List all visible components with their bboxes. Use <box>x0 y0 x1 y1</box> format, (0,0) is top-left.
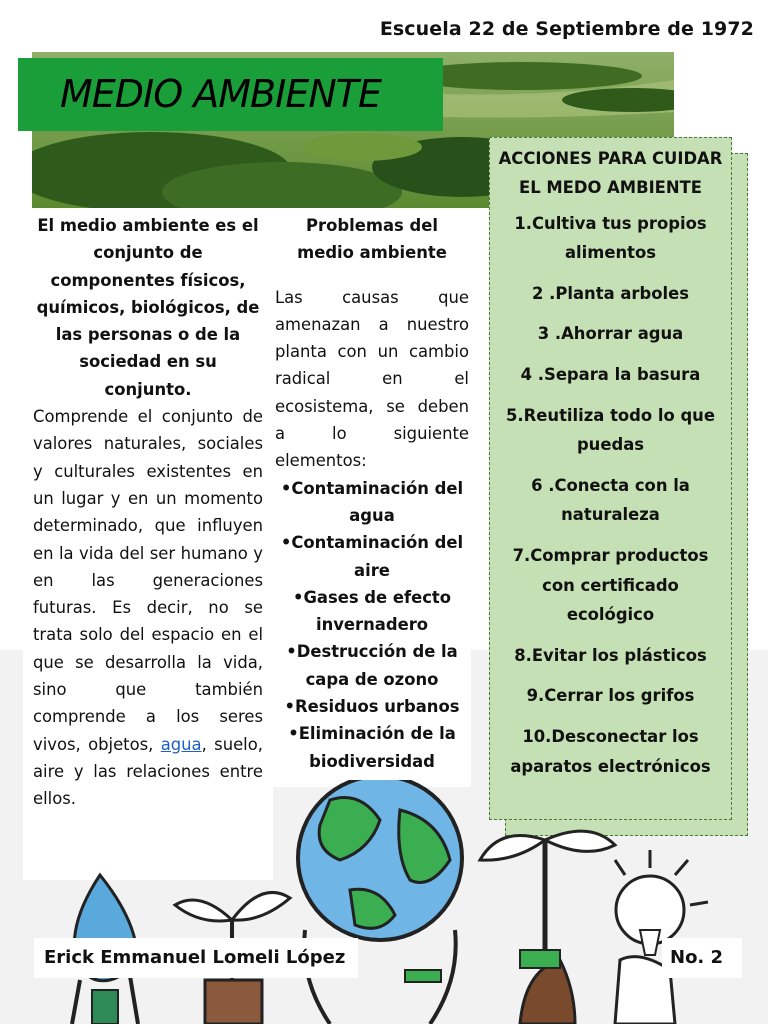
action-item: 4 .Separa la basura <box>520 365 701 385</box>
page-title: MEDIO AMBIENTE <box>60 72 381 116</box>
problem-item: •Residuos urbanos <box>284 697 460 717</box>
intro-body-end: , suelo, aire y las relaciones entre ellos. <box>33 734 263 809</box>
action-item: 7.Comprar productos con certificado ecológico <box>512 546 709 624</box>
action-item: 5.Reutiliza todo lo que puedas <box>506 406 715 455</box>
intro-body <box>33 403 263 812</box>
action-item: 2 .Planta arboles <box>532 283 689 303</box>
problem-item: •Destrucción de la capa de ozono <box>286 642 458 689</box>
windmill-icon <box>480 831 615 1024</box>
title-banner <box>18 58 443 131</box>
problem-item: •Eliminación de la biodiversidad <box>288 724 456 771</box>
author-name: Erick Emmanuel Lomeli López <box>34 938 358 978</box>
problems-list <box>275 475 469 775</box>
problems-column <box>273 209 471 787</box>
problems-intro: Las causas que amenazan a nuestro planta con un cambio radical en el ecosistema, se deben a lo siguiente elementos: <box>275 287 469 471</box>
agua-link[interactable]: agua <box>160 734 202 754</box>
action-item: 8.Evitar los plásticos <box>514 645 707 665</box>
problem-item: •Contaminación del aire <box>280 533 464 580</box>
list-number: No. 2 <box>662 938 742 978</box>
intro-lead: El medio ambiente es el conjunto de componentes físicos, químicos, biológicos, de las personas o de la sociedad en su conjunto. <box>36 216 260 399</box>
problem-item: •Contaminación del agua <box>280 478 464 525</box>
action-item: 6 .Conecta con la naturaleza <box>531 476 690 525</box>
globe-icon <box>298 780 462 1024</box>
action-item: 1.Cultiva tus propios alimentos <box>514 213 707 262</box>
actions-box <box>489 137 732 820</box>
eco-illustration <box>0 780 768 1024</box>
problems-heading: Problemas del medio ambiente <box>297 216 447 263</box>
intro-body-text: Comprende el conjunto de valores naturales, sociales y culturales existentes en un lugar y en un momento determinado, que influyen en la vida del ser humano y en las generaciones futuras. Es decir, no se trata solo del espacio en el que se desarrolla la vida, sino que también comprende a los seres vivos, objetos, <box>33 407 263 754</box>
action-item: 3 .Ahorrar agua <box>537 324 684 344</box>
light-bulb-icon <box>615 850 708 1024</box>
action-item: 10.Desconectar los aparatos electrónicos <box>510 727 711 776</box>
action-item: 9.Cerrar los grifos <box>526 686 695 706</box>
eco-drawing <box>0 780 768 1024</box>
problem-item: •Gases de efecto invernadero <box>292 587 452 635</box>
school-name: Escuela 22 de Septiembre de 1972 <box>379 18 754 40</box>
actions-heading: ACCIONES PARA CUIDAR EL MEDO AMBIENTE <box>498 149 723 198</box>
actions-list <box>498 209 723 781</box>
